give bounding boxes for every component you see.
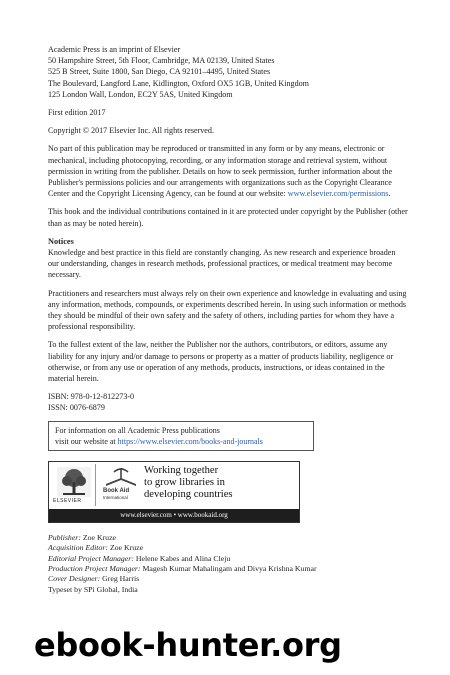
imprint-line: 125 London Wall, London, EC2Y 5AS, United Kingdom [48,89,233,99]
credit-name: Magesh Kumar Mahalingam and Divya Krishna Kumar [142,563,317,573]
credits-block [48,533,408,595]
credit-line [48,554,408,564]
info-prefix: visit our website at [55,436,118,446]
copyright-notice: Copyright © 2017 Elsevier Inc. All rights reserved. [48,126,214,136]
issn: ISSN: 0076-6879 [48,403,105,413]
book-aid-logo [100,464,144,506]
credit-name: Zoe Kruze [109,543,144,553]
credit-line [48,543,408,553]
credit-role: Editorial Project Manager: [48,553,134,563]
book-aid-slogan [144,462,299,507]
book-aid-footer: www.elsevier.com • www.bookaid.org [49,509,299,522]
credit-role: Acquisition Editor: [48,543,108,553]
credit-role: Cover Designer: [48,574,101,584]
notices-heading: Notices [48,236,74,246]
notices-paragraph-3: To the fullest extent of the law, neither the Publisher nor the authors, contributors, or editors, assume any liability for any injury and/or damage to persons or property as a matter of products liability, negligence or otherwise, or from any use or operation of any methods, products, instructions, or ideas contained in the material herein. [48,340,394,384]
edition: First edition 2017 [48,108,106,118]
typeset-line: Typeset by SPi Global, India [48,584,138,594]
credit-role: Production Project Manager: [48,563,141,573]
credit-line [48,533,408,543]
isbn: ISBN: 978-0-12-812273-0 [48,392,135,402]
book-aid-sub: International [103,494,128,500]
credit-name: Helene Kabes and Alina Cleju [135,553,231,563]
credit-line [48,564,408,574]
credit-name: Greg Harris [102,574,140,584]
info-line-2 [55,436,307,447]
notices-paragraph-2: Practitioners and researchers must always rely on their own experience and knowledge in evaluating and using any information, methods, compounds, or experiments described herein. In using such information or methods they should be mindful of their own safety and the safety of others, including parties for whom they have a professional responsibility. [48,288,407,332]
publications-info-box [48,421,314,451]
rights-text: No part of this publication may be reproduced or transmitted in any form or by any means, electronic or mechanical, including photocopying, recording, or any information storage and retrieval system, without permission in writing from the publisher. Details on how to seek permission, further information about the Publisher's permissions policies and our arrangements with organizations such as the Copyright Clearance Center and the Copyright Licensing Agency, can be found at our website: [48,144,393,199]
slogan-line: Working together [144,464,219,476]
rights-end: . [388,189,391,199]
notices-section [48,236,408,384]
imprint-line: 50 Hampshire Street, 5th Floor, Cambridge, MA 02139, United States [48,56,275,66]
rights-statement [48,143,408,199]
books-journals-link[interactable]: https://www.elsevier.com/books-and-journals [117,436,263,446]
book-aid-banner [48,461,300,523]
watermark: ebook-hunter.org [34,626,342,664]
info-line-1: For information on all Academic Press publications [55,425,220,435]
slogan-line: developing countries [144,488,233,500]
copyright-page [48,44,408,595]
credit-role: Publisher: [48,532,81,542]
imprint-line: The Boulevard, Langford Lane, Kidlington, Oxford OX5 1GB, United Kingdom [48,78,309,88]
permissions-link[interactable]: www.elsevier.com/permissions [287,189,389,199]
credit-name: Zoe Kruze [82,532,116,542]
slogan-line: to grow libraries in [144,476,225,488]
imprint-line: 525 B Street, Suite 1800, San Diego, CA 92101–4495, United States [48,67,271,77]
protected-statement: This book and the individual contributions contained in it are protected under copyright by the Publisher (other than as may be noted herein). [48,207,408,228]
notices-paragraph-1: Knowledge and best practice in this field are constantly changing. As new research and experience broaden our understanding, changes in research methods, professional practices, or medical treatment may become necessary. [48,248,396,280]
elsevier-label: ELSEVIER [53,497,82,504]
imprint-block [48,44,408,100]
credit-line [48,574,408,584]
book-aid-name: Book Aid [103,487,130,494]
imprint-line: Academic Press is an imprint of Elsevier [48,45,181,54]
book-aid-icon [102,466,140,488]
elsevier-tree-icon [53,464,96,506]
